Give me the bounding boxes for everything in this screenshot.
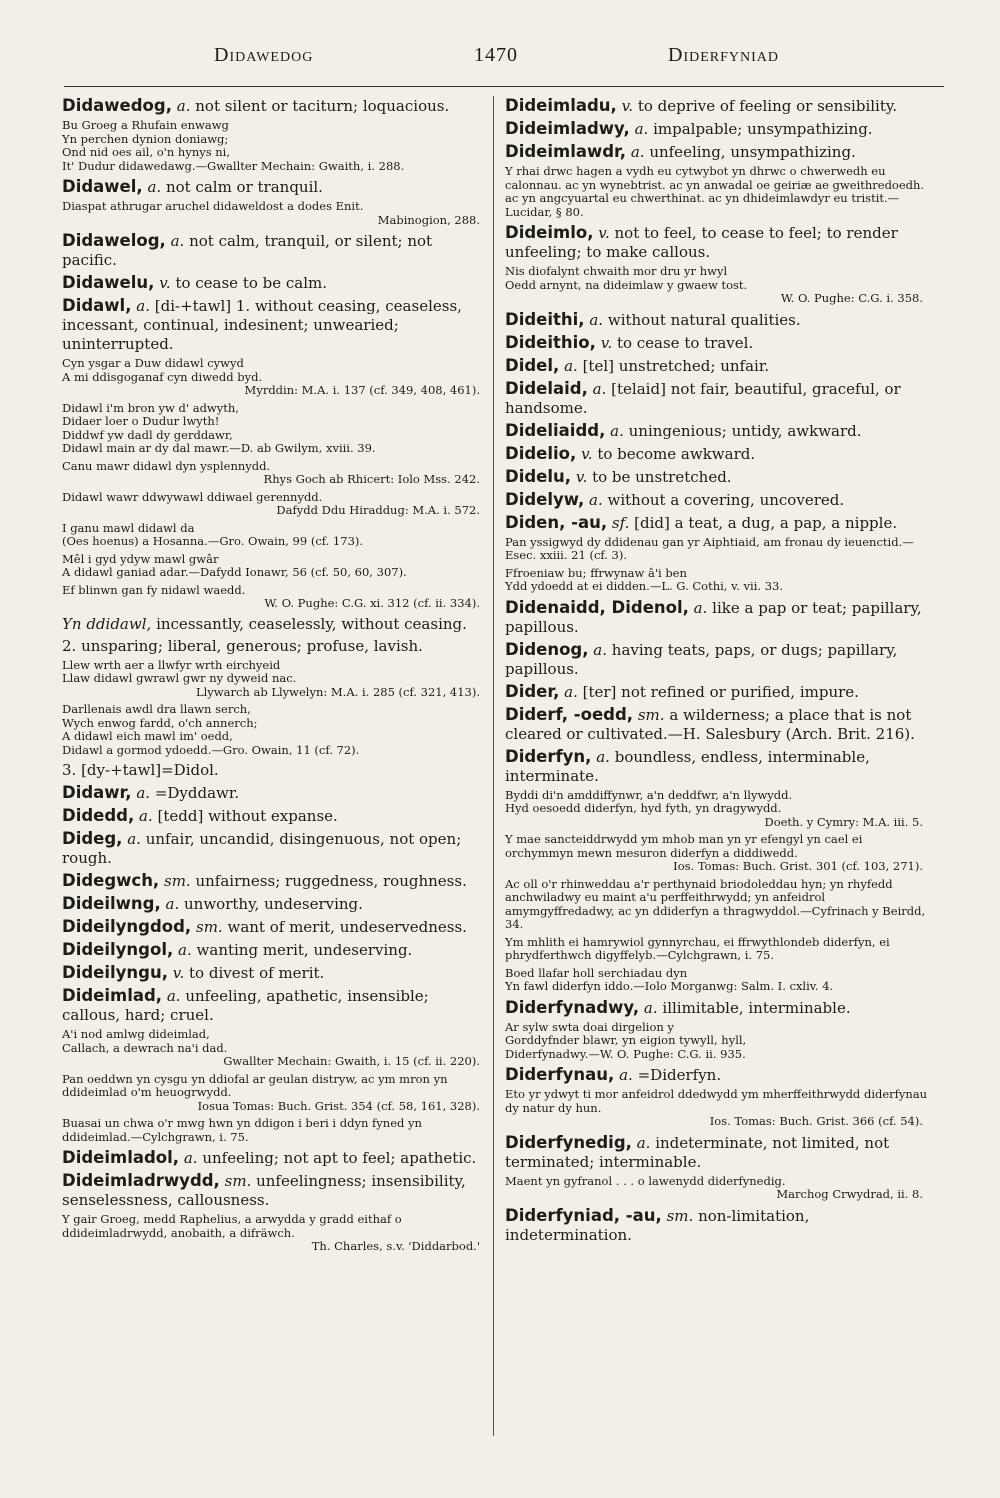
entry-grammar: a. [136, 784, 151, 802]
citation-line: Ym mhlith ei hamrywiol gynnyrchau, ei ffrwythlondeb diderfyn, ei phrydferthwch digyffelyb.—Cylchgrawn, i. 75. [505, 934, 890, 962]
dictionary-entry [62, 177, 490, 197]
citation-line: Y mae sancteiddrwydd ym mhob man yn yr efengyl yn cael ei orchymmyn mewn mesuron diderfyn a diddiwedd. [505, 832, 863, 860]
header-rule [64, 86, 944, 87]
dictionary-entry [62, 783, 490, 803]
dictionary-entry [505, 747, 933, 786]
entry-headword: Dideimladwy, [505, 119, 630, 138]
entry-headword: Dideimladrwydd, [62, 1171, 220, 1190]
citation [505, 1088, 933, 1129]
citation [62, 703, 490, 757]
dictionary-entry [505, 142, 933, 162]
entry-definition: [did] a teat, a dug, a pap, a nipple. [634, 513, 898, 532]
citation-source: Marchog Crwydrad, ii. 8. [776, 1187, 923, 1201]
entry-grammar: v. [581, 444, 593, 463]
entry-grammar: a. [564, 682, 578, 701]
entry-definition: a wilderness; a place that is not cleared or cultivated.—H. Salesbury (Arch. Brit. 216). [505, 705, 915, 743]
entry-definition: unfair, uncandid, disingenuous, not open; rough. [62, 830, 462, 867]
entry-definition: not calm, tranquil, or silent; not pacific. [62, 232, 433, 269]
citation [505, 567, 933, 594]
page-header [64, 44, 944, 78]
entry-definition: want of merit, undeservedness. [227, 918, 467, 936]
citation-source: Th. Charles, s.v. 'Diddarbod.' [311, 1239, 480, 1253]
dictionary-entry [505, 421, 933, 441]
citation-source: Iosua Tomas: Buch. Grist. 354 (cf. 58, 161, 328). [197, 1098, 480, 1113]
entry-headword: Dideimladol, [62, 1148, 180, 1167]
citation-line: Ydd ydoedd at ei didden.—L. G. Cothi, v. vii. 33. [505, 579, 784, 593]
citation [62, 402, 490, 456]
citation [62, 119, 490, 173]
entry-headword: Dideilwng, [62, 894, 161, 913]
citation-line: Ond nid oes ail, o'n hynys ni, [62, 145, 231, 159]
right-column [505, 96, 933, 1248]
dictionary-entry [505, 333, 933, 353]
entry-headword: Dideilyngdod, [62, 917, 192, 936]
dictionary-entry [505, 513, 933, 533]
citation [62, 491, 490, 518]
entry-headword: Diderfynadwy, [505, 997, 640, 1017]
entry-grammar: sm. [666, 1206, 694, 1225]
dictionary-entry [62, 1148, 490, 1168]
citation-line: Didawl main ar dy dal mawr.—D. ab Gwilym, xviii. 39. [62, 441, 376, 455]
citation-line: Eto yr ydwyt ti mor anfeidrol ddedwydd ym mherffeithrwydd diderfynau dy natur dy hun. [505, 1087, 928, 1115]
entry-definition: [di-+tawl] 1. without ceasing, ceaseless, incessant, continual, indesinent; unwearied; uninterrupted. [62, 297, 462, 353]
citation-line: Ef blinwn gan fy nidawl waedd. [62, 582, 246, 597]
entry-definition: wanting merit, undeserving. [196, 941, 413, 959]
dictionary-entry [505, 356, 933, 376]
entry-headword: Didawel, [62, 177, 143, 196]
citation-source: Ios. Tomas: Buch. Grist. 366 (cf. 54). [709, 1114, 923, 1128]
entry-definition: without a covering, uncovered. [607, 490, 845, 509]
citation-source: W. O. Pughe: C.G. i. 358. [780, 291, 923, 305]
entry-grammar: a. [636, 1133, 651, 1152]
entry-definition: boundless, endless, interminable, interminate. [505, 747, 870, 785]
dictionary-entry [62, 96, 490, 116]
entry-definition: =Diderfyn. [637, 1066, 722, 1084]
citation-line: Ffroeniaw bu; ffrwynaw â'i ben [505, 565, 687, 580]
entry-headword: Dideimladu, [505, 96, 617, 115]
citation-source: Rhys Goch ab Rhicert: Iolo Mss. 242. [263, 472, 480, 486]
citation [62, 1028, 490, 1069]
entry-headword: Dideliaidd, [505, 420, 606, 440]
citation-line: Didawl i'm bron yw d' adwyth, [62, 400, 239, 415]
citation [505, 789, 933, 830]
citation-line: Pan yssigwyd dy ddidenau gan yr Aiphtiaid, am fronau dy ieuenctid.—Esec. xxiii. 21 (cf. 3). [505, 534, 914, 562]
entry-definition: =Dyddawr. [154, 784, 240, 802]
citation-line: A'i nod amlwg dideimlad, [62, 1027, 210, 1041]
entry-headword: Didegwch, [62, 871, 160, 890]
citation-line: Hyd oesoedd diderfyn, hyd fyth, yn dragywydd. [505, 801, 782, 815]
entry-grammar: a. [136, 297, 150, 315]
dictionary-entry [505, 119, 933, 139]
entry-headword: Didawl, [62, 296, 132, 315]
column-divider [493, 96, 494, 1436]
entry-definition: unfeeling; not apt to feel; apathetic. [202, 1149, 477, 1167]
dictionary-entry [62, 231, 490, 270]
citation-line: Llew wrth aer a llwfyr wrth eirchyeid [62, 657, 281, 672]
entry-grammar: sm. [224, 1172, 252, 1190]
entry-grammar: v. [575, 467, 588, 486]
entry-headword: Didelio, [505, 443, 577, 463]
citation-line: Ar sylw swta doai dirgelion y [505, 1019, 674, 1034]
dictionary-entry [505, 490, 933, 510]
entry-headword: Diderfynedig, [505, 1132, 632, 1152]
citation-line: It' Dudur didawedawg.—Gwallter Mechain: Gwaith, i. 288. [62, 158, 405, 173]
citation-line: Oedd arnynt, na dideimlaw y gwaew tost. [505, 277, 748, 292]
entry-definition: having teats, paps, or dugs; papillary, papillous. [505, 640, 898, 678]
entry-grammar: sm. [164, 872, 191, 890]
entry-definition: [tedd] without expanse. [157, 807, 338, 825]
citation [62, 584, 490, 611]
entry-definition: 2. unsparing; liberal, generous; profuse, lavish. [62, 636, 423, 655]
citation-line: Y gair Groeg, medd Raphelius, a arwydda y gradd eithaf o ddideimladrwydd, anobaith, a difräwch. [62, 1212, 402, 1240]
entry-grammar: a. [183, 1149, 198, 1167]
entry-grammar: v. [598, 224, 610, 242]
citation [62, 659, 490, 700]
entry-definition: uningenious; untidy, awkward. [628, 421, 862, 440]
dictionary-entry [505, 467, 933, 487]
dictionary-entry [505, 1206, 933, 1245]
entry-headword: Didel, [505, 355, 560, 375]
entry-headword: Dideimlo, [505, 223, 594, 242]
entry-headword: Dideithio, [505, 332, 596, 352]
dictionary-entry [505, 310, 933, 330]
dictionary-entry [62, 296, 490, 354]
dictionary-entry [62, 894, 490, 914]
entry-definition: unfeeling, apathetic, insensible; callous, hard; cruel. [62, 987, 429, 1024]
entry-grammar: a. [170, 232, 185, 250]
entry-headword: Diderfyn, [505, 746, 592, 766]
citation-line: Bu Groeg a Rhufain enwawg [62, 118, 229, 132]
entry-grammar: sm. [196, 918, 223, 936]
citation-line: A didawl ganiad adar.—Dafydd Ionawr, 56 (cf. 50, 60, 307). [62, 565, 407, 579]
entry-headword: Didawedog, [62, 96, 172, 115]
citation [505, 967, 933, 994]
citation [62, 1213, 490, 1254]
entry-headword: Didawelu, [62, 273, 155, 292]
dictionary-entry [505, 1065, 933, 1085]
citation-line: I ganu mawl didawl da [62, 520, 195, 535]
dictionary-entry [505, 682, 933, 702]
entry-definition: illimitable, interminable. [662, 998, 851, 1017]
citation-source: Gwallter Mechain: Gwaith, i. 15 (cf. ii. 220). [223, 1054, 480, 1068]
dictionary-entry [62, 761, 490, 780]
citation-line: Yn perchen dynion doniawg; [62, 131, 229, 146]
entry-grammar: a. [596, 747, 610, 766]
dictionary-entry [62, 986, 490, 1025]
citation [62, 522, 490, 549]
entry-headword: Diderf, -oedd, [505, 704, 634, 724]
citation-source: Dafydd Ddu Hiraddug: M.A. i. 572. [276, 503, 480, 517]
citation-line: Gorddyfnder blawr, yn eigion tywyll, hyll, [505, 1033, 747, 1047]
entry-grammar: a. [127, 830, 141, 848]
entry-definition: without natural qualities. [607, 310, 801, 329]
entry-grammar: a. [139, 807, 153, 825]
citation-line: Didaer loer o Dudur lwyth! [62, 414, 220, 428]
entry-definition: unfairness; ruggedness, roughness. [195, 872, 467, 890]
dictionary-entry [62, 871, 490, 891]
entry-grammar: a. [178, 941, 192, 959]
entry-headword: Didelaid, [505, 378, 588, 398]
entry-grammar: a. [589, 490, 603, 509]
entry-definition: [tel] unstretched; unfair. [582, 356, 770, 375]
citation-source: Ios. Tomas: Buch. Grist. 301 (cf. 103, 271). [673, 859, 923, 873]
dictionary-entry [62, 917, 490, 937]
entry-definition: to deprive of feeling or sensibility. [637, 97, 898, 115]
citation-source: Llywarch ab Llywelyn: M.A. i. 285 (cf. 321, 413). [195, 684, 480, 699]
entry-definition: like a pap or teat; papillary, papillous. [505, 598, 922, 636]
citation-line: (Oes hoenus) a Hosanna.—Gro. Owain, 99 (cf. 173). [62, 534, 364, 548]
entry-grammar: sm. [637, 705, 665, 724]
citation-line: Wych enwog fardd, o'ch annerch; [62, 715, 258, 730]
dictionary-entry [505, 96, 933, 116]
citation [62, 357, 490, 398]
citation [62, 1117, 490, 1144]
citation-line: Byddi di'n amddiffynwr, a'n deddfwr, a'n llywydd. [505, 787, 793, 802]
entry-headword: Didedd, [62, 806, 135, 825]
citation-line: Mêl i gyd ydyw mawl gwâr [62, 551, 219, 566]
entry-grammar: a. [166, 987, 181, 1005]
entry-grammar: a. [610, 421, 624, 440]
dictionary-entry [505, 705, 933, 744]
entry-definition: not to feel, to cease to feel; to render unfeeling; to make callous. [505, 224, 898, 261]
entry-grammar: v. [172, 964, 185, 982]
dictionary-entry [62, 637, 490, 656]
entry-definition: to cease to be calm. [175, 274, 328, 292]
dictionary-entry [505, 998, 933, 1018]
entry-definition: unfeelingness; insensibility, senselessness, callousness. [62, 1172, 466, 1209]
citation-source: W. O. Pughe: C.G. xi. 312 (cf. ii. 334). [264, 596, 480, 610]
citation [505, 878, 933, 932]
entry-grammar: a. [176, 97, 191, 115]
dictionary-entry [505, 598, 933, 637]
citation-line: Didawl wawr ddwywawl ddiwael gerennydd. [62, 489, 323, 504]
entry-grammar: a. [643, 998, 658, 1017]
entry-grammar: a. [630, 143, 645, 161]
entry-definition: unfeeling, unsympathizing. [649, 143, 856, 161]
citation-line: A didawl eich mawl im' oedd, [62, 729, 233, 743]
entry-grammar: Yn ddidawl, [62, 614, 152, 633]
entry-grammar: a. [592, 379, 607, 398]
dictionary-entry [62, 829, 490, 868]
left-column [62, 96, 490, 1258]
entry-definition: impalpable; unsympathizing. [653, 120, 873, 138]
citation-line: Canu mawr didawl dyn ysplennydd. [62, 458, 271, 473]
citation [505, 833, 933, 874]
citation-source: Mabinogion, 288. [377, 212, 480, 227]
entry-headword: Dideimlawdr, [505, 142, 627, 161]
citation-line: Maent yn gyfranol . . . o lawenydd diderfynedig. [505, 1173, 786, 1188]
citation-line: Boed llafar holl serchiadau dyn [505, 965, 688, 980]
dictionary-entry [62, 1171, 490, 1210]
citation-line: Ac oll o'r rhinweddau a'r perthynaid briodoleddau hyn; yn rhyfedd anchwiladwy eu maint a'u perffeithrwydd; yn anfeidrol amymgyffredadwy, ac yn ddiderfyn a thragwyddol.—Cyfrinach y Beirdd, 34. [505, 876, 926, 931]
citation-line: Pan oeddwn yn cysgu yn ddiofal ar geulan distryw, ac ym mron yn ddideimlad o'm heuogrwydd. [62, 1071, 448, 1099]
entry-grammar: v. [159, 274, 171, 292]
entry-definition: [ter] not refined or purified, impure. [582, 682, 859, 701]
entry-definition: not silent or taciturn; loquacious. [195, 97, 450, 115]
dictionary-entry [505, 1133, 933, 1172]
citation [62, 1073, 490, 1114]
running-head-left: Didawedog [214, 44, 314, 66]
entry-headword: Didenaidd, Didenol, [505, 597, 689, 617]
citation-line: A mi ddisgoganaf cyn diwedd byd. [62, 369, 263, 384]
dictionary-entry [62, 273, 490, 293]
dictionary-entry [505, 223, 933, 262]
citation [505, 936, 933, 963]
entry-grammar: a. [634, 120, 649, 138]
citation-line: Cyn ysgar a Duw didawl cywyd [62, 356, 244, 370]
entry-grammar: a. [593, 640, 608, 659]
entry-grammar: sf. [611, 513, 630, 532]
entry-grammar: a. [564, 356, 578, 375]
entry-definition: [telaid] not fair, beautiful, graceful, or handsome. [505, 379, 901, 417]
dictionary-entry [62, 615, 490, 634]
entry-grammar: a. [693, 598, 708, 617]
citation [62, 200, 490, 227]
citation [505, 265, 933, 306]
citation-line: Buasai un chwa o'r mwg hwn yn ddigon i beri i ddyn fyned yn ddideimlad.—Cylchgrawn, i. 75. [62, 1116, 422, 1144]
citation-line: Yn fawl diderfyn iddo.—Iolo Morganwg: Salm. I. cxliv. 4. [505, 979, 834, 993]
entry-headword: Dideg, [62, 829, 123, 848]
dictionary-entry [62, 940, 490, 960]
entry-grammar: a. [165, 895, 180, 913]
entry-headword: Didawelog, [62, 231, 166, 250]
dictionary-entry [505, 640, 933, 679]
entry-grammar: a. [589, 310, 604, 329]
citation [62, 460, 490, 487]
page-number: 1470 [474, 44, 518, 66]
entry-grammar: v. [600, 333, 613, 352]
entry-headword: Dideimlad, [62, 986, 163, 1005]
entry-definition: 3. [dy-+tawl]=Didol. [62, 761, 219, 779]
entry-grammar: v. [621, 97, 634, 115]
entry-definition: to divest of merit. [189, 964, 325, 982]
entry-headword: Dideilyngu, [62, 963, 168, 982]
entry-definition: indeterminate, not limited, not terminated; interminable. [505, 1133, 890, 1171]
entry-headword: Didenog, [505, 639, 589, 659]
entry-headword: Dideilyngol, [62, 940, 174, 959]
entry-definition: to be unstretched. [592, 467, 732, 486]
citation [505, 165, 933, 219]
dictionary-entry [62, 806, 490, 826]
entry-headword: Didawr, [62, 783, 132, 802]
citation-source: Doeth. y Cymry: M.A. iii. 5. [764, 814, 923, 829]
entry-headword: Dideithi, [505, 309, 585, 329]
entry-definition: non-limitation, indetermination. [505, 1206, 810, 1244]
citation-line: Diaspat athrugar aruchel didaweldost a dodes Enit. [62, 199, 364, 213]
entry-headword: Diderfynau, [505, 1065, 615, 1084]
citation-line: Darllenais awdl dra llawn serch, [62, 702, 251, 716]
entry-definition: to cease to travel. [616, 333, 754, 352]
entry-definition: incessantly, ceaselessly, without ceasing. [156, 614, 467, 633]
entry-headword: Didelyw, [505, 489, 585, 509]
citation-line: Llaw didawl gwrawl gwr ny dyweid nac. [62, 671, 297, 685]
entry-headword: Diderfyniad, -au, [505, 1205, 662, 1225]
entry-definition: to become awkward. [597, 444, 756, 463]
citation-line: Diddwf yw dadl dy gerddawr, [62, 427, 233, 442]
entry-grammar: a. [147, 178, 162, 196]
citation-line: Y rhai drwc hagen a vydh eu cytwybot yn dhrwc o chwerwedh eu calonnau. ac yn wynebtrist. ac yn anwadal oe geiriæ ae gweithredoedh. ac yn angcyuartal eu chwerthinat. ac yn dhideimlawdyr eu tristit.—Lucidar, § 80. [505, 164, 925, 219]
dictionary-entry [62, 963, 490, 983]
dictionary-entry [505, 379, 933, 418]
dictionary-entry [505, 444, 933, 464]
entry-definition: not calm or tranquil. [165, 178, 323, 196]
citation-source: Myrddin: M.A. i. 137 (cf. 349, 408, 461). [244, 383, 480, 397]
citation [505, 1021, 933, 1062]
entry-headword: Diden, -au, [505, 512, 608, 532]
citation-line: Callach, a dewrach na'i dad. [62, 1040, 228, 1055]
citation-line: Didawl a gormod ydoedd.—Gro. Owain, 11 (cf. 72). [62, 742, 360, 757]
entry-headword: Dider, [505, 681, 560, 701]
citation-line: Nis diofalynt chwaith mor dru yr hwyl [505, 264, 728, 278]
citation [505, 536, 933, 563]
citation-line: Diderfynadwy.—W. O. Pughe: C.G. ii. 935. [505, 1046, 746, 1061]
entry-definition: unworthy, undeserving. [184, 895, 363, 913]
citation [505, 1175, 933, 1202]
entry-headword: Didelu, [505, 466, 572, 486]
running-head-right: Diderfyniad [668, 44, 779, 66]
citation [62, 553, 490, 580]
entry-grammar: a. [619, 1066, 633, 1084]
